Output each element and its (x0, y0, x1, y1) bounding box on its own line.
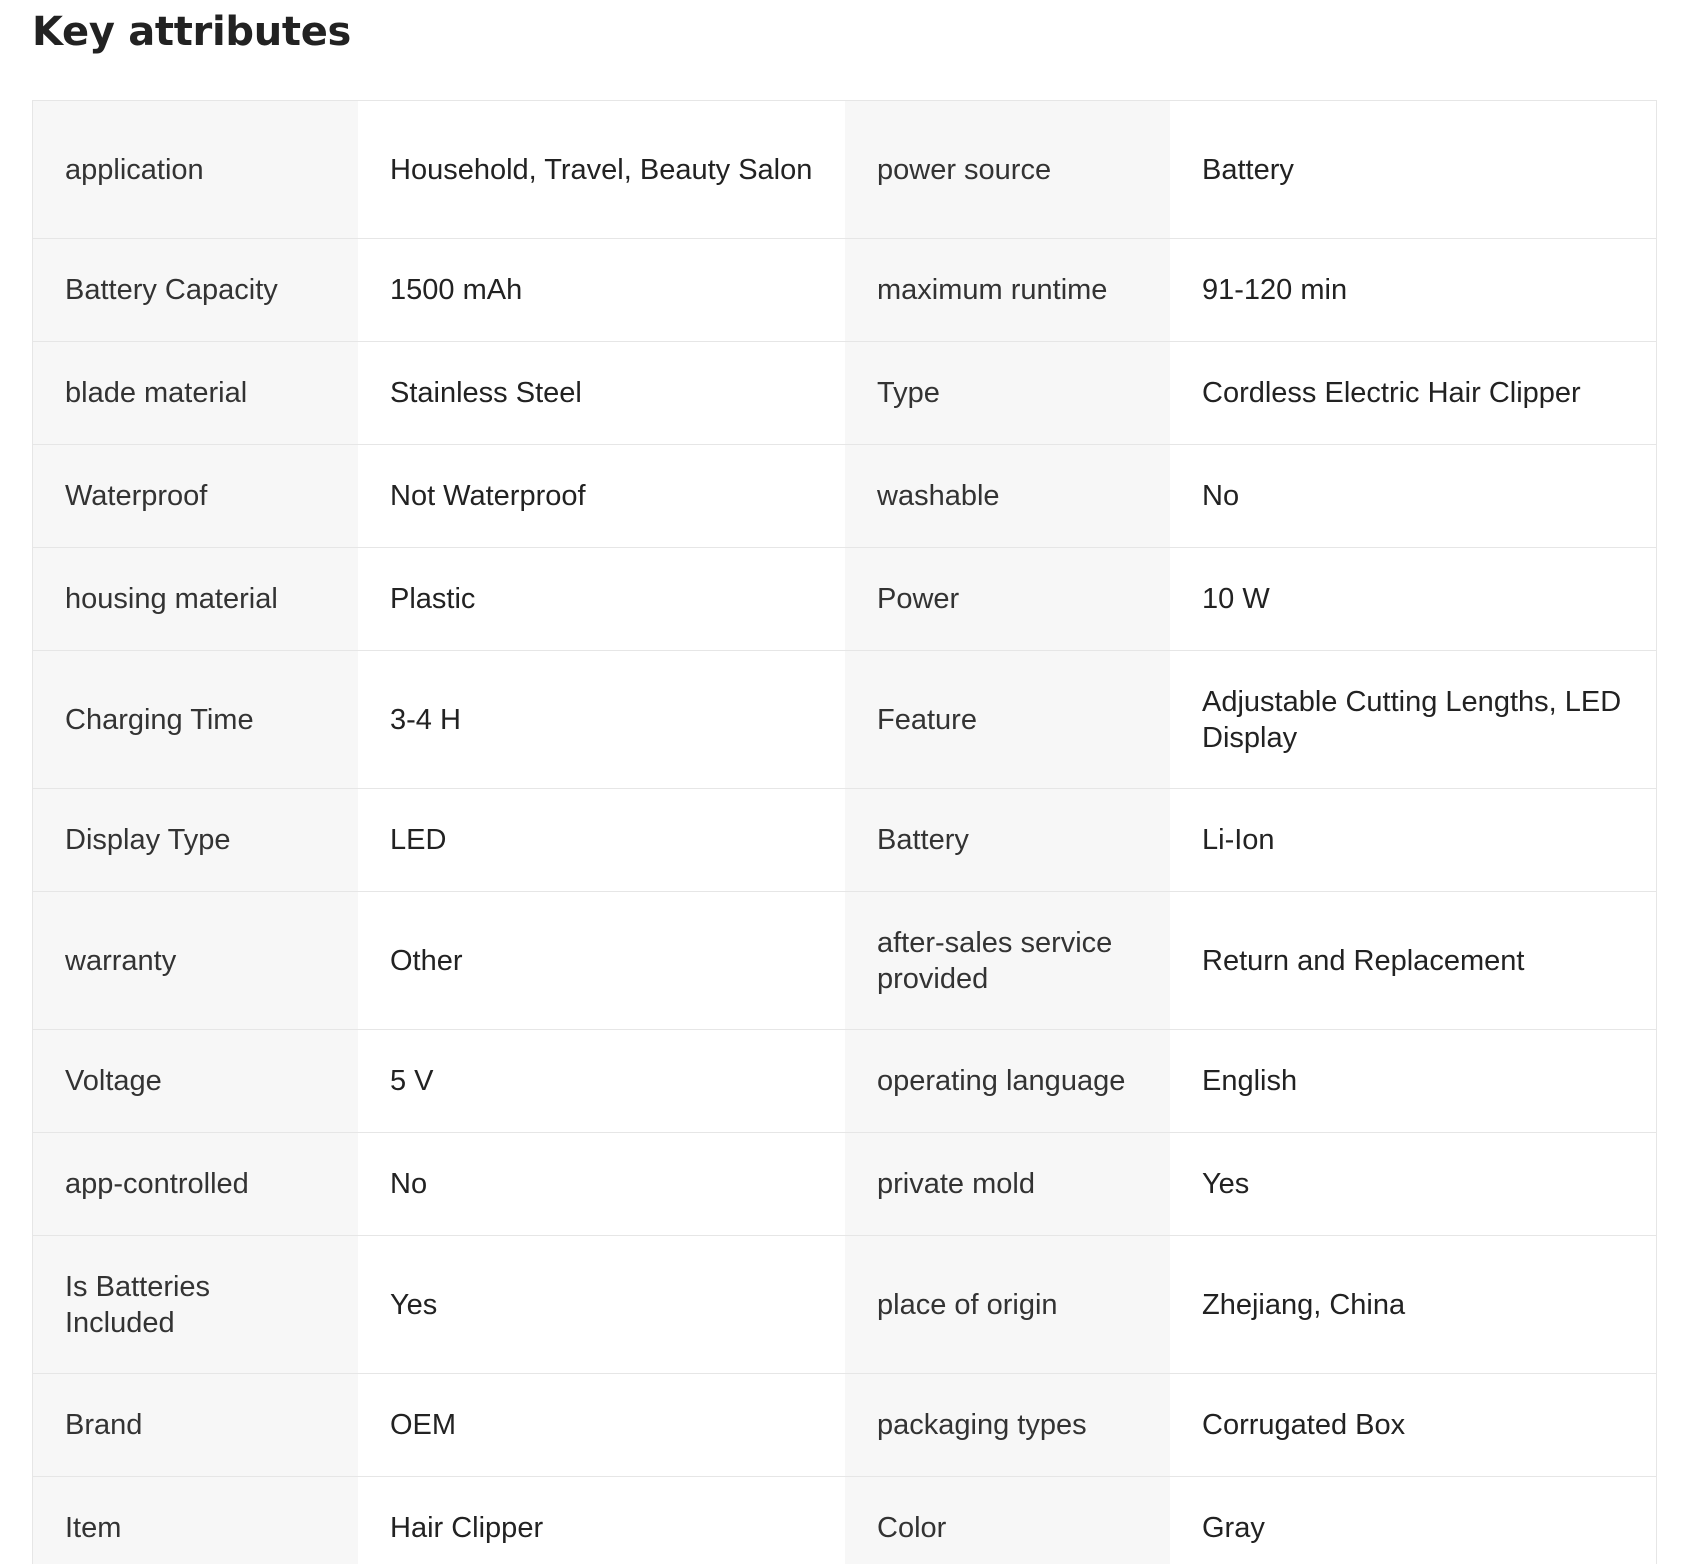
attribute-value-cell (358, 445, 845, 547)
attribute-name: Type (877, 377, 940, 409)
attribute-value-cell (1170, 1030, 1656, 1132)
attribute-name-cell (845, 342, 1170, 444)
attribute-value: Other (390, 944, 463, 977)
attribute-value: English (1202, 1065, 1298, 1097)
attribute-value: Hair Clipper (390, 1512, 544, 1544)
attribute-name-cell (33, 892, 358, 1029)
attribute-value-cell (358, 1030, 845, 1132)
attribute-name-cell (845, 1374, 1170, 1476)
attribute-name: Feature (877, 703, 977, 736)
attribute-value: Household, Travel, Beauty Salon (390, 153, 813, 186)
attribute-name-cell (33, 651, 358, 788)
attribute-value-cell (1170, 445, 1656, 547)
attribute-name-cell (33, 1477, 358, 1564)
attribute-value: 1500 mAh (390, 274, 523, 306)
attribute-row (33, 1236, 1656, 1374)
attribute-name: after-sales service provided (877, 926, 1113, 995)
attribute-name: Battery Capacity (65, 274, 278, 306)
attribute-value-cell (358, 239, 845, 341)
attribute-name-cell (845, 651, 1170, 788)
attribute-row (33, 342, 1656, 445)
attribute-name: Waterproof (65, 480, 208, 512)
attribute-value: Gray (1202, 1512, 1265, 1544)
attribute-name: Battery (877, 824, 969, 856)
attribute-value-cell (358, 101, 845, 238)
attribute-value: 91-120 min (1202, 274, 1348, 306)
attribute-value: 10 W (1202, 583, 1270, 615)
attribute-value-cell (1170, 1236, 1656, 1373)
attribute-value: Plastic (390, 583, 476, 615)
attribute-value-cell (1170, 892, 1656, 1029)
attribute-value-cell (1170, 342, 1656, 444)
attribute-value-cell (1170, 1477, 1656, 1564)
attribute-name-cell (845, 1133, 1170, 1235)
attribute-row (33, 548, 1656, 651)
attribute-name: Brand (65, 1409, 143, 1441)
attribute-name-cell (845, 101, 1170, 238)
attribute-value: No (390, 1168, 428, 1200)
attribute-row (33, 239, 1656, 342)
attribute-name-cell (33, 239, 358, 341)
attribute-value-cell (358, 1477, 845, 1564)
attribute-value: Stainless Steel (390, 377, 582, 409)
attribute-value-cell (1170, 651, 1656, 788)
attribute-value-cell (358, 342, 845, 444)
attribute-name: place of origin (877, 1288, 1058, 1321)
attribute-value-cell (358, 1133, 845, 1235)
attribute-name-cell (33, 101, 358, 238)
attribute-value: Yes (1202, 1168, 1250, 1200)
attribute-value-cell (358, 892, 845, 1029)
attribute-name: warranty (65, 944, 177, 977)
attribute-row (33, 101, 1656, 239)
attribute-name-cell (845, 239, 1170, 341)
attribute-name: power source (877, 153, 1052, 186)
attribute-row (33, 1477, 1656, 1564)
attribute-row (33, 1374, 1656, 1477)
attribute-name-cell (33, 1133, 358, 1235)
attribute-name: Color (877, 1512, 947, 1544)
attribute-name: housing material (65, 583, 278, 615)
attribute-row (33, 892, 1656, 1030)
attribute-name-cell (845, 789, 1170, 891)
attribute-name-cell (845, 892, 1170, 1029)
attribute-value: 5 V (390, 1065, 434, 1097)
attribute-row (33, 789, 1656, 892)
attribute-name-cell (33, 342, 358, 444)
attribute-value-cell (1170, 239, 1656, 341)
attribute-value-cell (1170, 548, 1656, 650)
attribute-value: Cordless Electric Hair Clipper (1202, 377, 1581, 409)
attribute-value-cell (1170, 1133, 1656, 1235)
attribute-name: packaging types (877, 1409, 1087, 1441)
attribute-value-cell (358, 651, 845, 788)
attribute-value-cell (1170, 1374, 1656, 1476)
attribute-name-cell (845, 1030, 1170, 1132)
attribute-name: app-controlled (65, 1168, 249, 1200)
attribute-name-cell (33, 1374, 358, 1476)
attribute-row (33, 445, 1656, 548)
attribute-name-cell (845, 445, 1170, 547)
attribute-name-cell (845, 548, 1170, 650)
attribute-name: washable (877, 480, 1000, 512)
attribute-value-cell (1170, 789, 1656, 891)
attribute-name: Power (877, 583, 960, 615)
attribute-value: Battery (1202, 153, 1294, 186)
attribute-value: Adjustable Cutting Lengths, LED Display (1202, 685, 1622, 754)
attribute-name-cell (33, 445, 358, 547)
attribute-name: Item (65, 1512, 122, 1544)
attribute-value: Zhejiang, China (1202, 1288, 1406, 1321)
attribute-name-cell (33, 789, 358, 891)
attribute-value: Li-Ion (1202, 824, 1275, 856)
attribute-name: Display Type (65, 824, 231, 856)
attribute-row (33, 651, 1656, 789)
attribute-value: OEM (390, 1409, 457, 1441)
attribute-name-cell (33, 1030, 358, 1132)
attribute-name-cell (33, 548, 358, 650)
attribute-row (33, 1133, 1656, 1236)
attributes-table (32, 100, 1657, 1564)
attribute-value: No (1202, 480, 1240, 512)
attribute-name-cell (845, 1236, 1170, 1373)
attribute-value: Yes (390, 1288, 438, 1321)
attribute-value: Not Waterproof (390, 480, 586, 512)
attribute-name: operating language (877, 1065, 1126, 1097)
attribute-value: Return and Replacement (1202, 944, 1525, 977)
attribute-value-cell (358, 1374, 845, 1476)
attribute-value: Corrugated Box (1202, 1409, 1406, 1441)
section-title: Key attributes (32, 9, 352, 55)
attribute-value-cell (358, 1236, 845, 1373)
attribute-name: application (65, 153, 204, 186)
attribute-value: 3-4 H (390, 703, 461, 736)
attribute-name: Is Batteries Included (65, 1270, 211, 1339)
attribute-name-cell (33, 1236, 358, 1373)
attribute-value: LED (390, 824, 447, 856)
attribute-name: private mold (877, 1168, 1035, 1200)
attribute-value-cell (358, 548, 845, 650)
attribute-name-cell (845, 1477, 1170, 1564)
attribute-value-cell (1170, 101, 1656, 238)
attribute-name: maximum runtime (877, 274, 1108, 306)
attribute-name: blade material (65, 377, 248, 409)
attribute-name: Charging Time (65, 703, 254, 736)
attribute-row (33, 1030, 1656, 1133)
attribute-value-cell (358, 789, 845, 891)
attribute-name: Voltage (65, 1065, 162, 1097)
